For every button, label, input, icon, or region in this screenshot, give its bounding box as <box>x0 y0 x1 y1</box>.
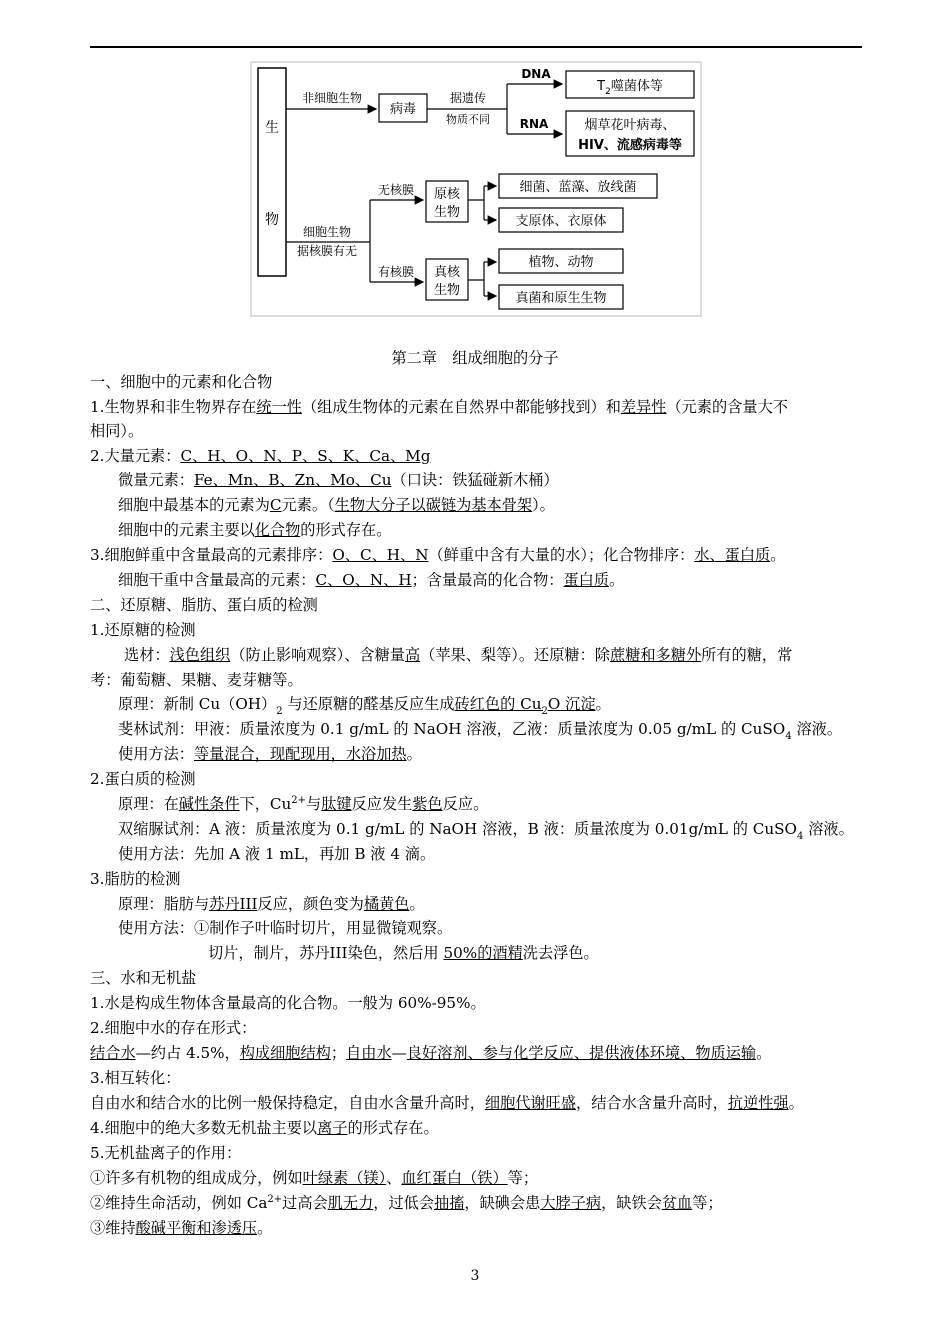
classification-diagram <box>0 0 950 340</box>
para-q1a: 选材：浅色组织（防止影响观察）、含糖量高（苹果、梨等）。还原糖：除蔗糖和多糖外所有的糖，常 <box>124 646 793 664</box>
cellular-label-1: 细胞生物 <box>302 225 352 239</box>
by-genetic-2: 物质不同 <box>446 113 490 126</box>
eukaryote-1: 真核 <box>433 265 461 280</box>
para-w5c: ③维持酸碱平衡和渗透压。 <box>90 1219 273 1237</box>
para-q3c: 切片，制片，苏丹III染色，然后用 50%的酒精洗去浮色。 <box>208 944 599 962</box>
subheading-reducing-sugar: 1.还原糖的检测 <box>90 621 196 639</box>
section-heading-3: 三、水和无机盐 <box>90 969 197 987</box>
para-3b: 细胞干重中含量最高的元素：C、O、N、H；含量最高的化合物：蛋白质。 <box>118 571 625 589</box>
has-membrane-label: 有核膜 <box>377 265 415 279</box>
root-box <box>258 68 286 276</box>
para-q3a: 原理：脂肪与苏丹III反应，颜色变为橘黄色。 <box>118 895 425 913</box>
subheading-protein: 2.蛋白质的检测 <box>90 770 196 788</box>
dna-label: DNA <box>521 67 551 81</box>
para-2c: 细胞中最基本的元素为C元素。（生物大分子以碳链为基本骨架）。 <box>118 496 555 514</box>
subheading-fat: 3.脂肪的检测 <box>90 870 181 888</box>
para-2b: 微量元素：Fe、Mn、B、Zn、Mo、Cu（口诀：铁猛碰新木桶） <box>118 471 559 489</box>
para-q1b: 考：葡萄糖、果糖、麦芽糖等。 <box>90 671 303 689</box>
para-2d: 细胞中的元素主要以化合物的形式存在。 <box>118 521 392 539</box>
root-char-1: 生 <box>265 120 279 136</box>
para-1b: 相同）。 <box>90 422 144 440</box>
para-w1: 1.水是构成生物体含量最高的化合物。一般为 60%-95%。 <box>90 994 486 1012</box>
rna-label: RNA <box>519 117 549 131</box>
para-q2c: 使用方法：先加 A 液 1 mL，再加 B 液 4 滴。 <box>118 845 436 863</box>
para-w3: 3.相互转化： <box>90 1069 181 1087</box>
para-w4: 4.细胞中的绝大多数无机盐主要以离子的形式存在。 <box>90 1119 439 1137</box>
para-w5b: ②维持生命活动，例如 $Ca^{2+}$过高会肌无力，过低会抽搐，缺碘会患大脖子病，缺铁会贫血等； <box>90 1194 723 1212</box>
non-cell-label: 非细胞生物 <box>301 91 363 105</box>
eu-ex1: 植物、动物 <box>528 255 594 270</box>
pro-ex1: 细菌、蓝藻、放线菌 <box>519 180 637 195</box>
eu-ex2: 真菌和原生生物 <box>515 291 607 306</box>
para-w2a: 结合水—约占 4.5%，构成细胞结构；自由水—良好溶剂、参与化学反应、提供液体环境、物质运输。 <box>90 1044 772 1062</box>
para-w3a: 自由水和结合水的比例一般保持稳定，自由水含量升高时，细胞代谢旺盛，结合水含量升高时，抗逆性强。 <box>90 1094 804 1112</box>
para-q3b: 使用方法：①制作子叶临时切片，用显微镜观察。 <box>118 919 453 937</box>
para-q1e: 使用方法：等量混合，现配现用，水浴加热。 <box>118 745 422 763</box>
section-heading-2: 二、还原糖、脂肪、蛋白质的检测 <box>90 596 318 614</box>
para-w5a: ①许多有机物的组成成分，例如叶绿素（镁）、血红蛋白（铁）等； <box>90 1169 539 1187</box>
rna-example-2: HIV、流感病毒等 <box>578 138 682 153</box>
para-q2b: 双缩脲试剂：A 液：质量浓度为 0.1 g/mL 的 NaOH 溶液，B 液：质量浓度为 0.01g/mL 的 CuSO$_4$ 溶液。 <box>118 820 854 842</box>
prokaryote-2: 生物 <box>433 205 461 220</box>
para-w2: 2.细胞中水的存在形式： <box>90 1019 257 1037</box>
rna-example-1: 烟草花叶病毒、 <box>584 118 676 133</box>
chapter-title: 第二章 组成细胞的分子 <box>391 349 559 367</box>
para-q1d: 斐林试剂：甲液：质量浓度为 0.1 g/mL 的 NaOH 溶液，乙液：质量浓度为 0.05 g/mL 的 CuSO$_4$ 溶液。 <box>118 720 843 742</box>
para-3: 3.细胞鲜重中含量最高的元素排序：O、C、H、N（鲜重中含有大量的水）；化合物排序：水、蛋白质。 <box>90 546 786 564</box>
prokaryote-1: 原核 <box>433 187 461 202</box>
para-w5: 5.无机盐离子的作用： <box>90 1144 242 1162</box>
para-q1c: 原理：新制 $Cu(OH)_2$ 与还原糖的醛基反应生成砖红色的 $Cu_2O$ 沉淀。 <box>118 695 611 717</box>
virus-label: 病毒 <box>389 102 417 117</box>
para-2: 2.大量元素：C、H、O、N、P、S、K、Ca、Mg <box>90 447 431 465</box>
page-number: 3 <box>470 1268 480 1284</box>
para-1a: 1.生物界和非生物界存在统一性（组成生物体的元素在自然界中都能够找到）和差异性（元素的含量大不 <box>90 398 788 416</box>
pro-ex2: 支原体、衣原体 <box>515 214 607 229</box>
by-genetic-1: 据遗传 <box>449 91 487 105</box>
t2-label: $T_2$噬菌体等 <box>597 79 663 97</box>
para-q2a: 原理：在碱性条件下，$Cu^{2+}$与肽键反应发生紫色反应。 <box>118 795 489 813</box>
section-heading-1: 一、细胞中的元素和化合物 <box>90 373 273 391</box>
root-char-2: 物 <box>265 212 279 228</box>
eukaryote-2: 生物 <box>433 283 461 298</box>
cellular-label-2: 据核膜有无 <box>296 244 358 258</box>
no-membrane-label: 无核膜 <box>377 183 415 197</box>
